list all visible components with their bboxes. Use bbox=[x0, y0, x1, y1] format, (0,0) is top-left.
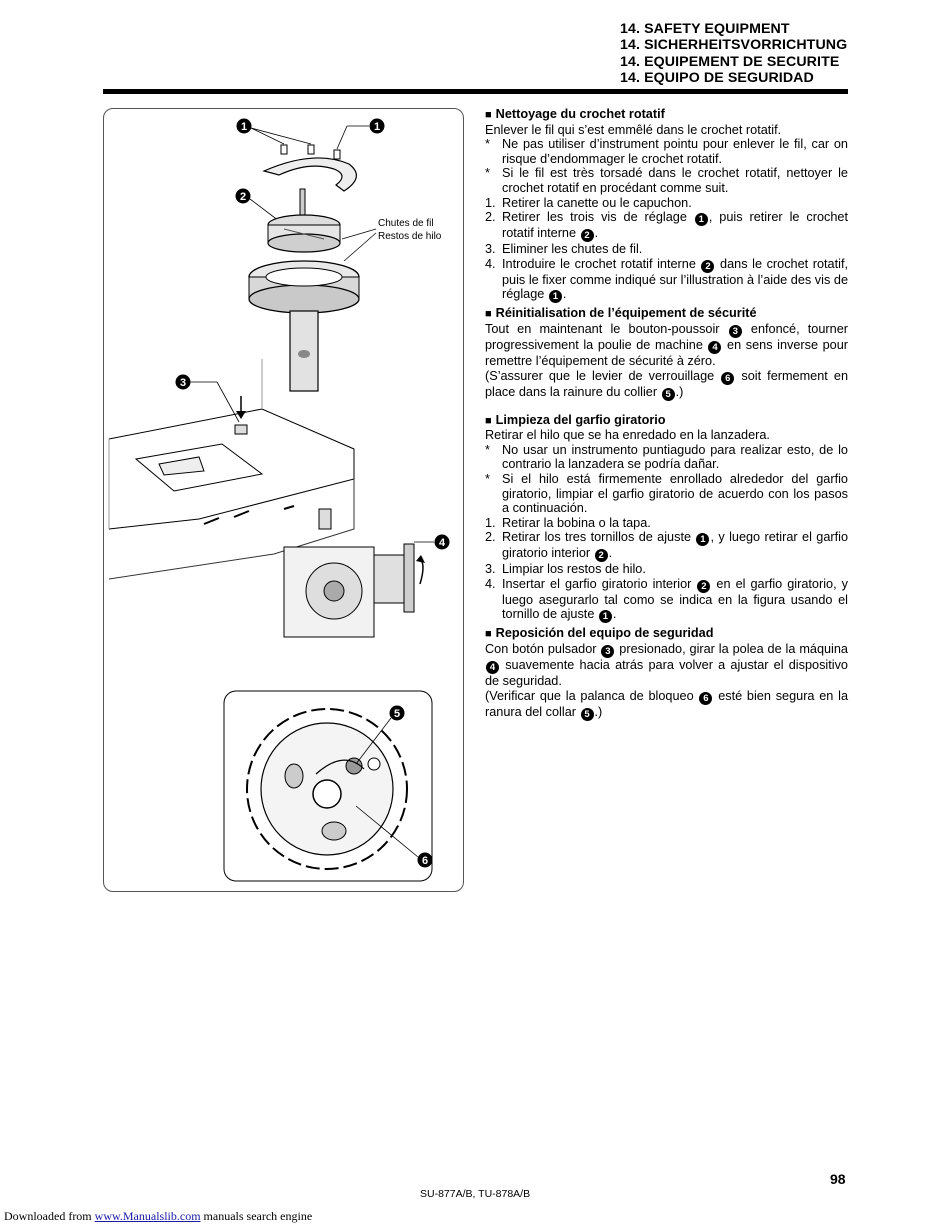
section-3 bbox=[485, 413, 848, 624]
text-run: Retirar la bobina o la tapa. bbox=[502, 515, 651, 530]
list-item bbox=[485, 257, 848, 304]
callout-4 bbox=[414, 535, 450, 550]
list-item bbox=[485, 577, 848, 624]
section-2 bbox=[485, 306, 848, 400]
square-bullet-icon: ■ bbox=[485, 109, 492, 121]
paragraph bbox=[485, 369, 848, 401]
text-run: .) bbox=[594, 704, 603, 719]
callout-number: 4 bbox=[486, 661, 499, 674]
text-run: Retirer la canette ou le capuchon. bbox=[502, 195, 692, 210]
section-heading bbox=[485, 306, 848, 322]
callout-number: 2 bbox=[697, 580, 710, 593]
section-heading-text: Nettoyage du crochet rotatif bbox=[495, 107, 665, 121]
rotary-hook-illustration bbox=[104, 109, 464, 892]
machine-bed bbox=[109, 359, 354, 579]
text-run: , y luego retirar el garfio giratorio interior bbox=[502, 530, 849, 561]
text-run: Si le fil est très torsadé dans le crochet rotatif, nettoyer le crochet rotatif en procédant comme suit. bbox=[502, 166, 848, 195]
text-run: Retirer les trois vis de réglage bbox=[502, 210, 694, 225]
text-run: . bbox=[562, 287, 567, 302]
callout-2 bbox=[236, 189, 280, 222]
list-marker: 4. bbox=[485, 576, 496, 591]
section-heading-text: Réinitialisation de l’équipement de sécurité bbox=[495, 306, 757, 321]
header-title-fr: 14. EQUIPEMENT DE SECURITE bbox=[620, 53, 840, 70]
list-marker: * bbox=[485, 471, 490, 486]
text-run: (S’assurer que le levier de verrouillage bbox=[485, 368, 721, 383]
text-run: Insertar el garfio giratorio interior bbox=[502, 576, 697, 591]
text-run: Si el hilo está firmemente enrollado alrededor del garfio giratorio, limpiar el garfio giratorio de acuerdo con los pasos a continuación. bbox=[502, 471, 848, 516]
callout-number: 2 bbox=[701, 260, 714, 273]
page-number: 98 bbox=[830, 1171, 846, 1187]
text-run: (Verificar que la palanca de bloqueo bbox=[485, 688, 699, 703]
paragraph bbox=[485, 322, 848, 369]
callout-number: 6 bbox=[721, 372, 734, 385]
text-run: Retirar el hilo que se ha enredado en la lanzadera. bbox=[485, 428, 770, 443]
svg-text:6: 6 bbox=[421, 855, 429, 867]
svg-text:1: 1 bbox=[373, 121, 381, 133]
list-marker: 1. bbox=[485, 195, 496, 210]
list-item bbox=[485, 166, 848, 195]
callout-number: 2 bbox=[595, 549, 608, 562]
text-run: . bbox=[608, 546, 613, 561]
text-run: Eliminer les chutes de fil. bbox=[502, 242, 643, 257]
callout-number: 2 bbox=[581, 229, 594, 242]
text-run: dans le crochet rotatif, puis le fixer comme indiqué sur l’illustration à l’aide des vis de réglage bbox=[502, 256, 848, 302]
paragraph bbox=[485, 689, 848, 721]
model-number: SU-877A/B, TU-878A/B bbox=[420, 1188, 531, 1200]
svg-text:Chutes de fil: Chutes de fil bbox=[378, 218, 434, 229]
list-item bbox=[485, 210, 848, 242]
svg-text:5: 5 bbox=[393, 708, 401, 720]
paragraph bbox=[485, 642, 848, 689]
manualslib-link[interactable]: www.Manualslib.com bbox=[94, 1209, 201, 1223]
square-bullet-icon: ■ bbox=[485, 628, 492, 641]
thread-scraps-label bbox=[342, 218, 442, 261]
section-heading bbox=[485, 413, 848, 429]
download-suffix: manuals search engine bbox=[200, 1209, 313, 1223]
text-run: en el garfio giratorio, y luego asegurarlo tal como se indica en la figura usando el tornillo de ajuste bbox=[502, 576, 848, 622]
callout-number: 5 bbox=[662, 388, 675, 401]
svg-text:Restos de hilo: Restos de hilo bbox=[378, 231, 442, 242]
list-marker: 1. bbox=[485, 515, 496, 530]
push-button bbox=[235, 396, 247, 434]
paragraph bbox=[485, 123, 848, 138]
list-marker: 3. bbox=[485, 242, 496, 257]
text-run: . bbox=[612, 607, 617, 622]
text-run: Limpiar los restos de hilo. bbox=[502, 562, 646, 577]
svg-text:1: 1 bbox=[240, 121, 248, 133]
adjusting-screws bbox=[281, 145, 340, 159]
text-run: .) bbox=[675, 384, 684, 399]
text-run: . bbox=[594, 226, 599, 241]
section-heading-text: Limpieza del garfio giratorio bbox=[495, 412, 666, 427]
callout-1-left bbox=[237, 119, 312, 145]
list-item bbox=[485, 196, 848, 211]
section-1 bbox=[485, 107, 848, 303]
text-run: Introduire le crochet rotatif interne bbox=[502, 256, 701, 271]
machine-pulley bbox=[284, 544, 425, 637]
section-heading-text: Reposición del equipo de seguridad bbox=[495, 626, 714, 641]
paragraph bbox=[485, 428, 848, 443]
callout-number: 4 bbox=[708, 341, 721, 354]
section-heading bbox=[485, 107, 848, 123]
svg-text:3: 3 bbox=[179, 377, 187, 389]
callout-number: 1 bbox=[696, 533, 709, 546]
list-item bbox=[485, 443, 848, 472]
svg-text:2: 2 bbox=[239, 191, 247, 203]
section-4 bbox=[485, 626, 848, 720]
list-marker: 4. bbox=[485, 256, 496, 271]
text-run: Retirar los tres tornillos de ajuste bbox=[502, 530, 696, 545]
outer-rotary-hook bbox=[249, 261, 359, 391]
callout-number: 3 bbox=[601, 645, 614, 658]
list-item bbox=[485, 137, 848, 166]
section-heading bbox=[485, 626, 848, 642]
callout-1-right bbox=[337, 119, 385, 150]
text-run: , puis retirer le crochet rotatif interne bbox=[502, 210, 848, 241]
text-run: en sens inverse pour remettre l’équipement de sécurité à zéro. bbox=[485, 337, 848, 368]
svg-text:4: 4 bbox=[438, 537, 446, 549]
text-run: Enlever le fil qui s’est emmêlé dans le crochet rotatif. bbox=[485, 122, 782, 137]
list-item bbox=[485, 516, 848, 531]
section-header bbox=[620, 21, 870, 86]
list-marker: * bbox=[485, 442, 490, 457]
callout-number: 6 bbox=[699, 692, 712, 705]
text-run: Tout en maintenant le bouton-poussoir bbox=[485, 321, 728, 336]
text-run: soit fermement en place dans la rainure du collier bbox=[485, 368, 848, 399]
inner-rotary-hook bbox=[268, 189, 340, 252]
square-bullet-icon: ■ bbox=[485, 414, 492, 427]
callout-number: 1 bbox=[549, 290, 562, 303]
header-title-en: 14. SAFETY EQUIPMENT bbox=[620, 21, 790, 37]
text-run: presionado, girar la polea de la máquina bbox=[615, 642, 848, 657]
list-item bbox=[485, 562, 848, 577]
list-marker: 2. bbox=[485, 210, 496, 225]
text-run: Con botón pulsador bbox=[485, 642, 601, 657]
callout-number: 3 bbox=[729, 325, 742, 338]
header-rule bbox=[103, 89, 848, 94]
square-bullet-icon: ■ bbox=[485, 308, 492, 321]
list-marker: * bbox=[485, 166, 490, 181]
download-note bbox=[4, 1209, 312, 1224]
text-run: enfoncé, tourner progressivement la poulie de machine bbox=[485, 321, 848, 352]
list-marker: 2. bbox=[485, 530, 496, 545]
list-marker: 3. bbox=[485, 562, 496, 577]
text-run: suavemente hacia atrás para volver a ajustar el dispositivo de seguridad. bbox=[485, 658, 848, 689]
text-run: Ne pas utiliser d’instrument pointu pour enlever le fil, car on risque d’endommager le crochet rotatif. bbox=[502, 137, 848, 166]
header-title-es: 14. EQUIPO DE SEGURIDAD bbox=[620, 69, 814, 86]
detail-inset bbox=[224, 691, 432, 881]
list-item bbox=[485, 242, 848, 257]
download-prefix: Downloaded from bbox=[4, 1209, 95, 1223]
illustration-panel bbox=[103, 108, 464, 892]
callout-number: 5 bbox=[581, 708, 594, 721]
hook-retainer bbox=[264, 158, 356, 191]
text-run: esté bien segura en la ranura del collar bbox=[485, 688, 849, 719]
list-item bbox=[485, 472, 848, 516]
instructions-text bbox=[485, 107, 848, 724]
list-marker: * bbox=[485, 137, 490, 152]
text-run: No usar un instrumento puntiagudo para realizar esto, de lo contrario la lanzadera se podría dañar. bbox=[502, 442, 848, 472]
callout-number: 1 bbox=[599, 610, 612, 623]
callout-number: 1 bbox=[695, 213, 708, 226]
header-title-de: 14. SICHERHEITSVORRICHTUNG bbox=[620, 37, 848, 54]
list-item bbox=[485, 530, 848, 562]
